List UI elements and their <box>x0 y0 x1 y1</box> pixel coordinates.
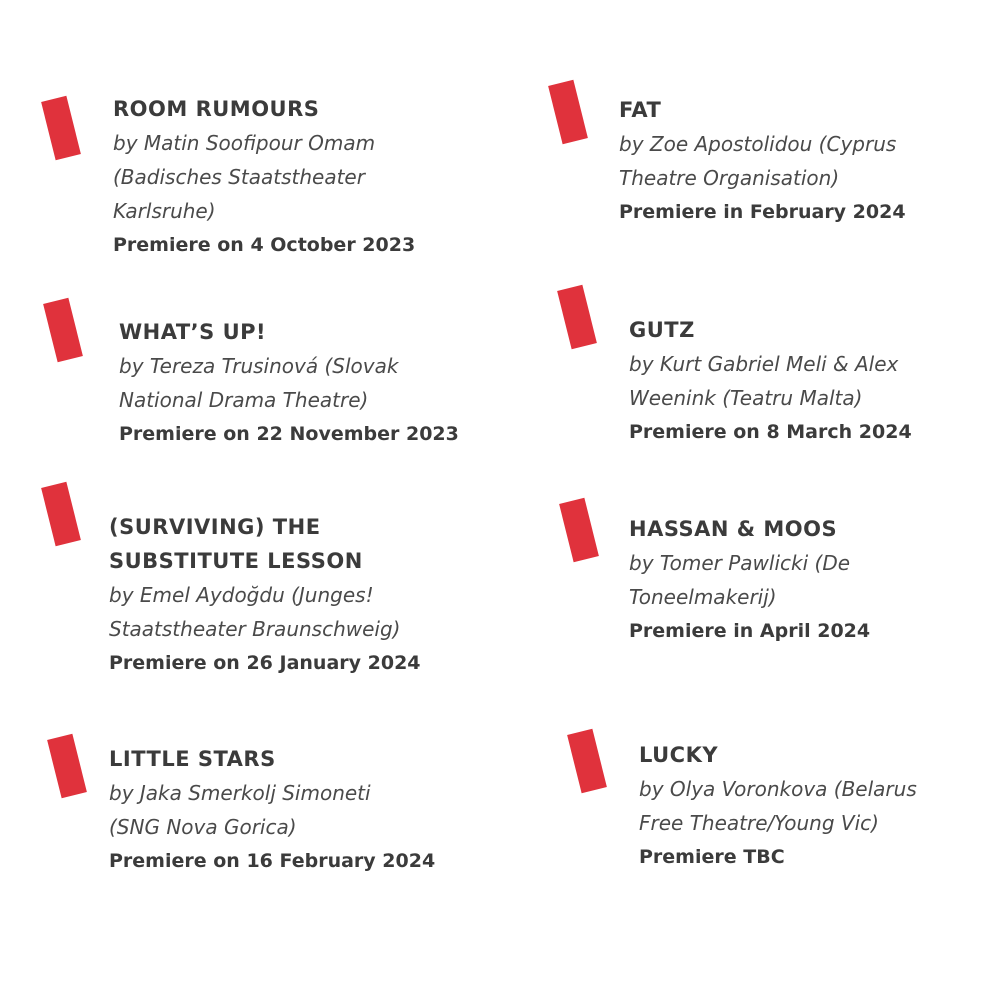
production-entry <box>639 738 917 874</box>
production-premiere: Premiere on 4 October 2023 <box>113 234 416 256</box>
red-marker <box>548 80 588 145</box>
red-marker <box>41 482 81 547</box>
production-author: by Olya Voronkova (Belarus Free Theatre/Young Vic) <box>639 777 917 835</box>
production-author: by Jaka Smerkolj Simoneti (SNG Nova Gorica) <box>109 781 371 839</box>
production-author: by Tomer Pawlicki (De Toneelmakerij) <box>629 551 851 609</box>
production-entry <box>619 93 906 229</box>
production-title: GUTZ <box>629 318 695 342</box>
production-premiere: Premiere on 22 November 2023 <box>119 423 459 445</box>
production-entry <box>109 742 435 878</box>
production-title: ROOM RUMOURS <box>113 97 320 121</box>
production-entry <box>113 92 415 262</box>
production-premiere: Premiere in April 2024 <box>629 620 871 642</box>
production-title: LUCKY <box>639 743 719 767</box>
red-marker <box>567 729 607 794</box>
production-entry <box>119 315 459 451</box>
production-premiere: Premiere on 8 March 2024 <box>629 421 912 443</box>
production-author: by Tereza Trusinová (Slovak National Drama Theatre) <box>119 354 399 412</box>
production-title: LITTLE STARS <box>109 747 276 771</box>
red-marker <box>47 734 87 799</box>
production-premiere: Premiere on 16 February 2024 <box>109 850 436 872</box>
red-marker <box>559 498 599 563</box>
production-author: by Matin Soofipour Omam (Badisches Staatstheater Karlsruhe) <box>113 131 376 223</box>
production-entry <box>109 510 421 680</box>
production-premiere: Premiere on 26 January 2024 <box>109 652 421 674</box>
production-author: by Zoe Apostolidou (Cyprus Theatre Organisation) <box>619 132 897 190</box>
production-title: (SURVIVING) THE SUBSTITUTE LESSON <box>109 515 363 573</box>
production-title: HASSAN & MOOS <box>629 517 838 541</box>
production-title: FAT <box>619 98 662 122</box>
red-marker <box>41 96 81 161</box>
production-title: WHAT’S UP! <box>119 320 267 344</box>
production-author: by Kurt Gabriel Meli & Alex Weenink (Teatru Malta) <box>629 352 899 410</box>
production-entry <box>629 313 912 449</box>
red-marker <box>557 285 597 350</box>
production-entry <box>629 512 870 648</box>
production-author: by Emel Aydoğdu (Junges! Staatstheater Braunschweig) <box>109 583 401 641</box>
red-marker <box>43 298 83 363</box>
production-premiere: Premiere in February 2024 <box>619 201 906 223</box>
production-premiere: Premiere TBC <box>639 846 785 868</box>
